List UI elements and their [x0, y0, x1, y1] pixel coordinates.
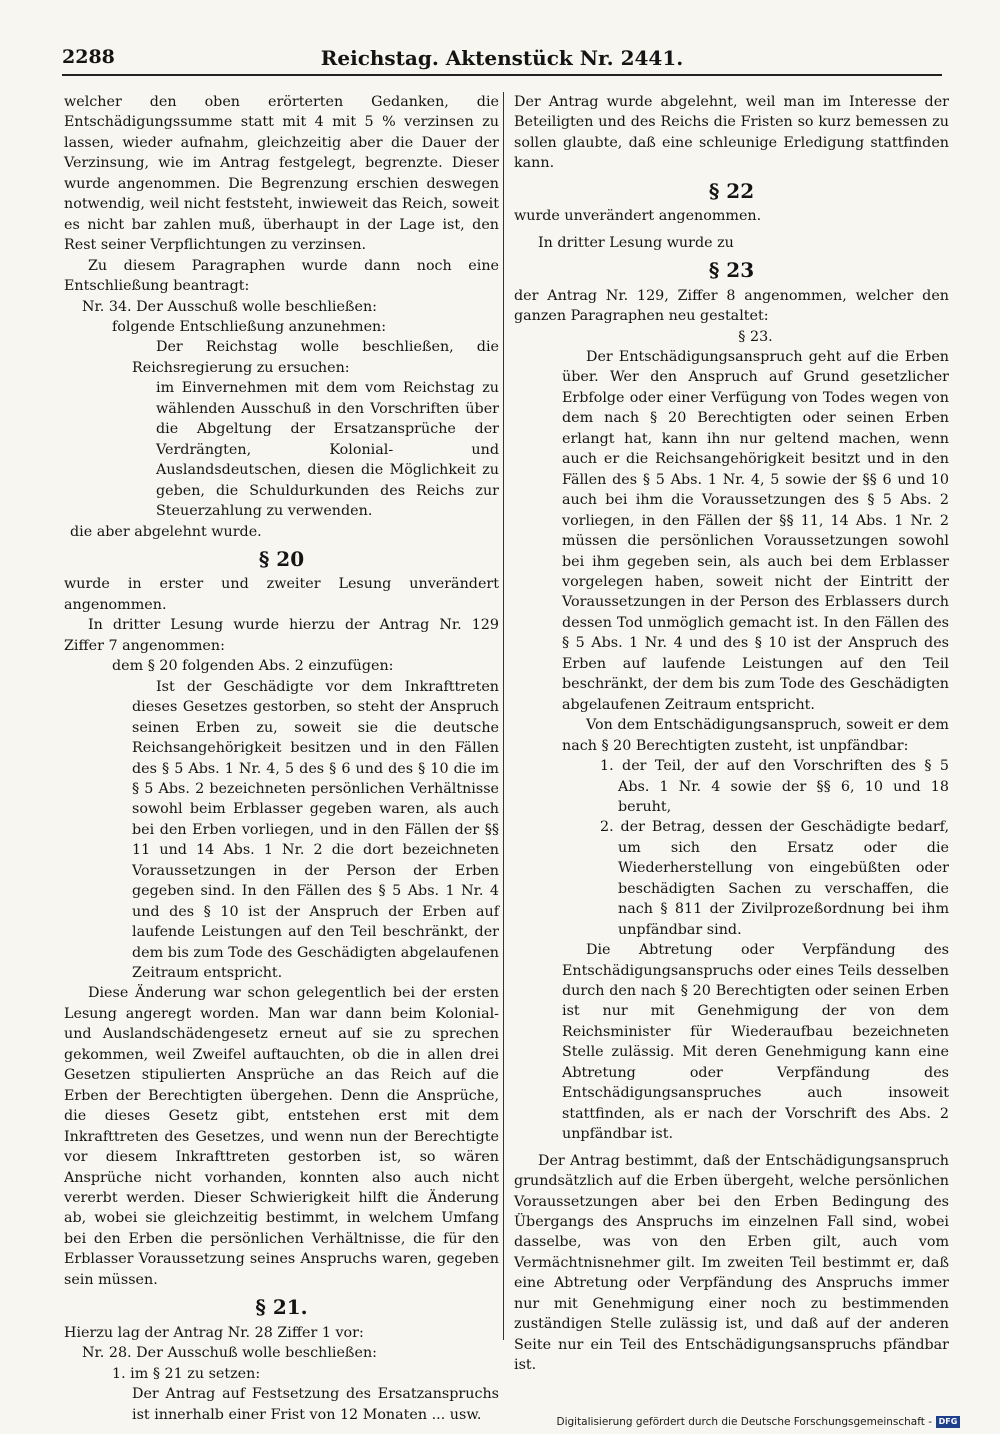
motion-heading: Nr. 34. Der Ausschuß wolle beschließen: [82, 298, 377, 315]
paragraph: Der Antrag wurde abgelehnt, weil man im Interesse der Beteiligten und des Reichs die Fristen so kurz bemessen zu sollen glaubte, daß eine schleunige Erledigung stattfinden kann. [514, 94, 949, 172]
dfg-logo: DFG [936, 1416, 960, 1428]
motion-text: dem § 20 folgenden Abs. 2 einzufügen: [112, 658, 394, 675]
right-column [514, 92, 949, 1374]
page-header [62, 44, 942, 76]
paragraph: der Antrag Nr. 129, Ziffer 8 angenommen, welcher den ganzen Paragraphen neu gestaltet: [514, 287, 949, 325]
page-title: Reichstag. Aktenstück Nr. 2441. [320, 46, 684, 70]
footer-text: Digitalisierung gefördert durch die Deutsche Forschungsgemeinschaft - [556, 1416, 932, 1428]
paragraph: wurde unverändert angenommen. [514, 208, 762, 225]
page-number: 2288 [62, 46, 115, 68]
section-heading-21: § 21. [255, 1295, 308, 1320]
section-heading-20: § 20 [258, 546, 305, 571]
footer-credit [556, 1414, 960, 1430]
section-heading-23: § 23 [708, 258, 755, 283]
paragraph: Der Antrag bestimmt, daß der Entschädigungsanspruch grundsätzlich auf die Erben übergeht, welche persönlichen Voraussetzungen aber bei den Erben Bedingung des Übergangs des Anspruchs im einzelnen Fall sind, wobei dasselbe, was von den Erben gilt, auch vom Vermächtnisnehmer gilt. Im zweiten Teil bestimmt er, daß eine Abtretung oder Verpfändung des Anspruchs immer nur mit Genehmigung einer noch zu bestimmenden zuständigen Stelle zulässig ist, und daß auf der anderen Seite nur ein Teil des Entschädigungsanspruchs pfändbar ist. [514, 1152, 949, 1374]
column-divider [503, 92, 504, 1340]
list-item: 2. der Betrag, dessen der Geschädigte bedarf, um sich den Ersatz oder die Wiederherstellung von eingebüßten oder beschädigten Sachen zu verschaffen, die nach § 811 der Zivilprozeßordnung bei ihm unpfändbar sind. [600, 819, 949, 938]
paragraph: In dritter Lesung wurde hierzu der Antrag Nr. 129 Ziffer 7 angenommen: [64, 617, 499, 654]
quoted-law-text: Ist der Geschädigte vor dem Inkrafttreten dieses Gesetzes gestorben, so steht der Anspruch seinen Erben zu, soweit sie die deutsche Reichsangehörigkeit besitzen und in den Fällen des § 5 Abs. 1 Nr. 4, 5 des § 6 und des § 10 die im § 5 Abs. 2 bezeichneten persönlichen Verhältnisse sowohl beim Erblasser gegeben waren, als auch bei den Erben vorliegen, und in den Fällen der §§ 11 und 14 Abs. 1 Nr. 2 die dort bezeichneten Voraussetzungen in der Person der Erben gegeben sind. In den Fällen des § 5 Abs. 1 Nr. 4 und des § 10 ist der Anspruch der Erben auf laufende Leistungen auf den Teil beschränkt, der dem bis zum Tode des Geschädigten abgelaufenen Zeitraum entspricht. [132, 678, 499, 982]
section-heading-22: § 22 [708, 178, 755, 203]
motion-text: folgende Entschließung anzunehmen: [112, 318, 387, 335]
quoted-law-text: Von dem Entschädigungsanspruch, soweit er dem nach § 20 Berechtigten zusteht, ist unpfändbar: [562, 717, 949, 754]
motion-heading: Nr. 28. Der Ausschuß wolle beschließen: [82, 1345, 377, 1362]
subsection-heading: § 23. [738, 328, 773, 345]
paragraph: wurde in erster und zweiter Lesung unverändert angenommen. [64, 576, 499, 613]
paragraph: Zu diesem Paragraphen wurde dann noch eine Entschließung beantragt: [64, 257, 499, 295]
paragraph: Diese Änderung war schon gelegentlich bei der ersten Lesung angeregt worden. Man war dann beim Kolonial- und Auslandschädengesetz erneut auf sie zu sprechen gekommen, weil Zweifel auftauchten, ob die in allen drei Gesetzen stipulierten Ansprüche an das Reich auf die Erben der Berechtigten übergehen. Denn die Ansprüche, die dieses Gesetz gibt, entstehen erst mit dem Inkrafttreten des Gesetzes, und wenn nun der Berechtigte vor diesem Inkrafttreten gestorben ist, so wären Ansprüche nicht vorhanden, konnten also auch nicht vererbt werden. Dieser Schwierigkeit hilft die Änderung ab, wobei sie gleichzeitig bestimmt, in welchem Umfang bei den Erben die persönlichen Verhältnisse, die für den Erblasser Voraussetzung seines Anspruchs waren, gegeben sein müssen. [64, 985, 499, 1288]
quoted-law-text: Der Entschädigungsanspruch geht auf die Erben über. Wer den Anspruch auf Grund gesetzlicher Erbfolge oder einer Verfügung von Todes wegen von dem nach § 20 Berechtigten oder seinen Erben erlangt hat, kann ihn nur geltend machen, wenn auch er die Reichsangehörigkeit besitzt und in den Fällen des § 5 Abs. 1 Nr. 4, 5 sowie der §§ 6 und 10 auch bei ihm die Voraussetzungen des § 5 Abs. 2 vorliegen, in den Fällen der §§ 11, 14 Abs. 1 Nr. 2 müssen die persönlichen Voraussetzungen sowohl bei ihm gegeben sein, als auch bei dem Erblasser vorgelegen haben, soweit nicht der Eintritt der Voraussetzungen in der Person des Erblassers durch dessen Tod unmöglich gemacht ist. In den Fällen des § 5 Abs. 1 Nr. 4 und des § 10 ist der Anspruch des Erben auf laufende Leistungen auf den Teil beschränkt, der dem bis zum Tode des Geschädigten abgelaufenen Zeitraum entspricht. [562, 348, 949, 713]
motion-text: im Einvernehmen mit dem vom Reichstag zu wählenden Ausschuß in den Vorschriften über die Abgeltung der Ersatzansprüche der Verdrängten, Kolonial- und Auslandsdeutschen, diesen die Möglichkeit zu geben, die Schuldurkunden des Reichs zur Steuerzahlung zu verwenden. [156, 380, 499, 520]
motion-text: 1. im § 21 zu setzen: [112, 1365, 261, 1382]
paragraph: welcher den oben erörterten Gedanken, die Entschädigungssumme statt mit 4 mit 5 % verzinsen zu lassen, wieder aufnahm, gleichzeitig aber die Dauer der Verzinsung, wie im Antrag festgelegt, begrenzte. Dieser wurde angenommen. Die Begrenzung erschien deswegen notwendig, weil nicht feststeht, inwieweit das Reich, soweit es nicht bar zahlen muß, überhaupt in der Lage ist, den Rest seiner Verpflichtungen zu verzinsen. [64, 94, 499, 254]
motion-text: Der Reichstag wolle beschließen, die Reichsregierung zu ersuchen: [132, 339, 499, 376]
paragraph: die aber abgelehnt wurde. [70, 523, 262, 540]
list-item: 1. der Teil, der auf den Vorschriften des § 5 Abs. 1 Nr. 4 sowie der §§ 6, 10 und 18 beruht, [600, 758, 949, 815]
paragraph: In dritter Lesung wurde zu [538, 234, 734, 251]
left-column [64, 92, 499, 1423]
paragraph: Hierzu lag der Antrag Nr. 28 Ziffer 1 vor: [64, 1324, 364, 1341]
quoted-law-text: Die Abtretung oder Verpfändung des Entschädigungsanspruchs oder eines Teils desselben durch den nach § 20 Berechtigten oder seinen Erben ist nur mit Genehmigung der von dem Reichsminister für Wiederaufbau bezeichneten Stelle zulässig. Mit deren Genehmigung kann eine Abtretung oder Verpfändung des Entschädigungsanspruches auch insoweit stattfinden, als er nach der Vorschrift des Abs. 2 unpfändbar ist. [562, 942, 949, 1143]
quoted-law-text: Der Antrag auf Festsetzung des Ersatzanspruchs ist innerhalb einer Frist von 12 Monaten ... usw. [132, 1386, 499, 1423]
